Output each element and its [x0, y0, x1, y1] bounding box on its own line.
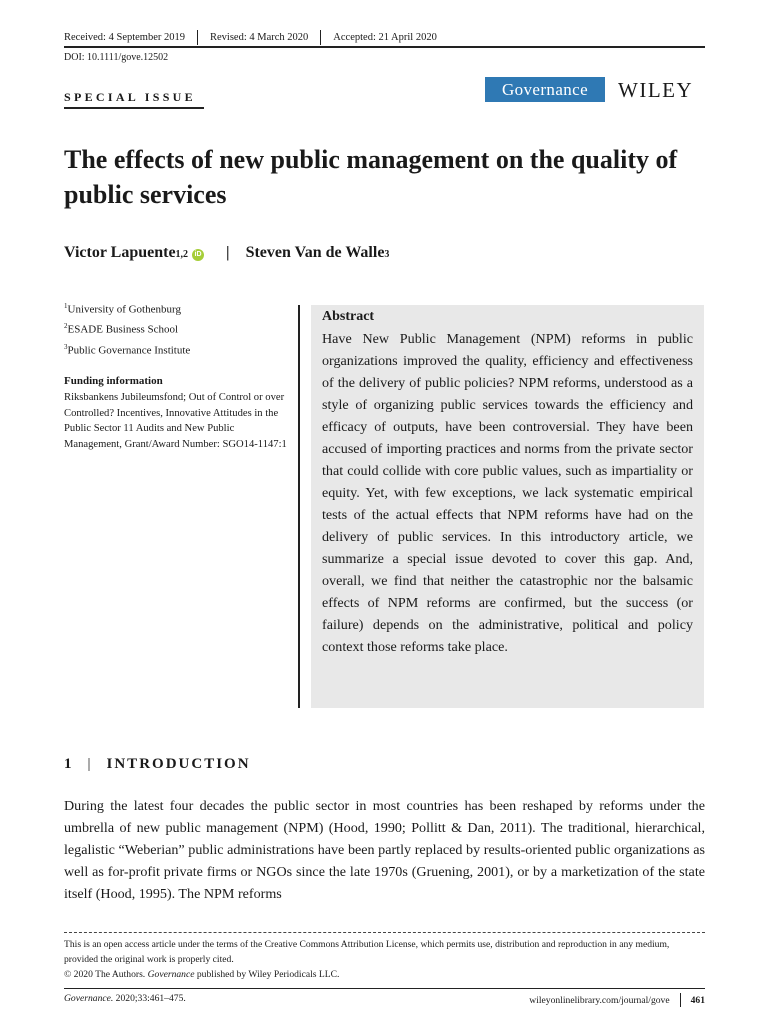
funding-heading: Funding information	[64, 375, 163, 387]
author-affiliation-sup: 1,2	[175, 249, 189, 260]
date-divider	[320, 30, 321, 45]
footer-right	[529, 993, 705, 1007]
section-number: 1	[64, 756, 74, 772]
special-issue-label: SPECIAL ISSUE	[64, 90, 196, 104]
copyright-journal: Governance	[147, 969, 195, 980]
citation-rest: 2020;33:461–475.	[113, 993, 186, 1004]
author-name[interactable]: Victor Lapuente	[64, 244, 176, 261]
journal-url[interactable]: wileyonlinelibrary.com/journal/gove	[529, 994, 670, 1006]
affiliation-sup: 1	[64, 302, 68, 310]
affiliation-text: Public Governance Institute	[67, 344, 191, 357]
special-issue-rule	[64, 107, 204, 109]
section-title: INTRODUCTION	[106, 756, 251, 772]
revised-date: Revised: 4 March 2020	[210, 32, 309, 43]
body-paragraph: During the latest four decades the public sector in most countries has been reshaped by reforms under the umbrella of new public management (NPM) (Hood, 1990; Pollitt & Dan, 2011). The traditional, hierarchical, legalistic “Weberian” public administrations have been partly replaced by results-oriented public organizations as well as for-profit private firms or NGOs since the late 1970s (Gruening, 2001), or by a marketization of the state itself (Hood, 1995). The NPM reforms	[64, 798, 705, 902]
author-separator: |	[226, 244, 230, 261]
copyright-suffix: published by Wiley Periodicals LLC.	[194, 969, 340, 980]
abstract-heading: Abstract	[322, 309, 375, 324]
received-date: Received: 4 September 2019	[64, 32, 186, 43]
affiliation	[64, 302, 181, 316]
affiliation-sup: 2	[64, 322, 68, 330]
affiliation	[64, 322, 178, 336]
article-title: The effects of new public management on the quality of public services	[64, 145, 678, 209]
license-text: This is an open access article under the terms of the Creative Commons Attribution License, which permits use, distribution and reproduction in any medium, provided the original work is properly cited.	[64, 939, 670, 965]
date-divider	[197, 30, 198, 45]
article-dates	[64, 30, 437, 45]
footer-rule	[64, 988, 705, 989]
footnote-rule	[64, 932, 705, 933]
footer-divider	[680, 993, 681, 1007]
affiliation	[64, 343, 190, 357]
copyright-prefix: © 2020 The Authors.	[64, 969, 148, 980]
affiliation-text: ESADE Business School	[67, 323, 179, 336]
funding-text: Riksbankens Jubileumsfond; Out of Control or over Controlled? Incentives, Innovative Attitudes in the Public Sector 11 Audits and New Public Management, Grant/Award Number: SGO14-1147:1	[64, 392, 287, 450]
section-separator: |	[87, 756, 93, 772]
section-heading	[64, 756, 251, 773]
page-number: 461	[690, 994, 705, 1006]
abstract-text: Have New Public Management (NPM) reforms in public organizations improved the quality, efficiency and effectiveness of the delivery of public policies? NPM reforms, understood as a style of organizing public services towards the efficiency and efficacy of outputs, have been controversial. They have been accused of importing practices and norms from the private sector that could collide with core public values, such as impartiality or equity. Yet, with few exceptions, we lack systematic empirical tests of the actual effects that NPM reforms have had on the delivery of public services. In this introductory article, we summarize a special issue devoted to cover this gap. And, overall, we find that neither the catastrophic nor the balsamic effects of NPM reforms are confirmed, but the success (or failure) depends on the administrative, political and policy context those reforms take place.	[322, 331, 693, 655]
license-note	[64, 937, 705, 982]
header-rule	[64, 46, 705, 48]
column-divider	[298, 305, 300, 708]
orcid-icon[interactable]: iD	[192, 249, 204, 261]
author-affiliation-sup: 3	[384, 249, 390, 260]
citation	[64, 993, 186, 1004]
author-list	[64, 244, 389, 262]
wiley-logo: WILEY	[618, 78, 694, 102]
citation-journal: Governance.	[64, 993, 114, 1004]
author-name[interactable]: Steven Van de Walle	[245, 244, 385, 261]
governance-logo: Governance	[485, 77, 605, 102]
affiliation-sup: 3	[64, 343, 68, 351]
affiliation-text: University of Gothenburg	[67, 303, 181, 316]
accepted-date: Accepted: 21 April 2020	[333, 32, 437, 43]
doi[interactable]: DOI: 10.1111/gove.12502	[64, 52, 169, 63]
copyright-line	[64, 967, 705, 982]
